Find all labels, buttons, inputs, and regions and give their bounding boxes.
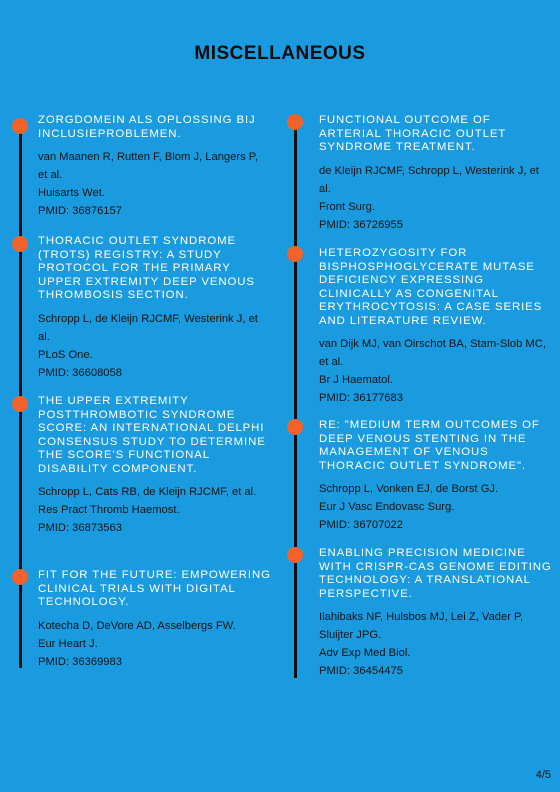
- publication-pmid[interactable]: PMID: 36707022: [319, 519, 403, 531]
- timeline-bullet: [287, 114, 303, 130]
- publication-journal: Eur Heart J.: [38, 637, 98, 650]
- publication-authors: Schropp L, de Kleijn RJCMF, Westerink J, et al.: [38, 312, 258, 343]
- publication-item: [319, 547, 553, 680]
- page-number: 4/5: [535, 769, 551, 781]
- publication-title[interactable]: FIT FOR THE FUTURE: EMPOWERING CLINICAL TRIALS WITH DIGITAL TECHNOLOGY.: [38, 569, 271, 608]
- publication-item: [38, 235, 270, 382]
- timeline-bullet: [12, 396, 28, 412]
- publication-journal: Front Surg.: [319, 200, 375, 213]
- publication-title[interactable]: FUNCTIONAL OUTCOME OF ARTERIAL THORACIC OUTLET SYNDROME TREATMENT.: [319, 114, 507, 153]
- publication-title[interactable]: RE: "MEDIUM TERM OUTCOMES OF DEEP VENOUS STENTING IN THE MANAGEMENT OF VENOUS THORACIC OUTLET SYNDROME".: [319, 419, 540, 472]
- publication-item: [38, 569, 272, 671]
- left-timeline: [19, 122, 22, 668]
- timeline-bullet: [287, 246, 303, 262]
- publication-journal: PLoS One.: [38, 348, 93, 361]
- publication-journal: Adv Exp Med Biol.: [319, 647, 411, 659]
- publication-pmid[interactable]: PMID: 36369983: [38, 655, 122, 668]
- timeline-bullet: [12, 118, 28, 134]
- publication-pmid[interactable]: PMID: 36608058: [38, 366, 122, 379]
- publication-title[interactable]: THORACIC OUTLET SYNDROME (TROTS) REGISTRY: A STUDY PROTOCOL FOR THE PRIMARY UPPER EXTREMITY DEEP VENOUS THROMBOSIS SECTION.: [38, 235, 255, 301]
- publication-authors: van Dijk MJ, van Oirschot BA, Stam-Slob MC, et al.: [319, 338, 546, 368]
- publication-item: [38, 114, 266, 220]
- publication-journal: Eur J Vasc Endovasc Surg.: [319, 501, 455, 513]
- publication-authors: van Maanen R, Rutten F, Blom J, Langers P, et al.: [38, 151, 258, 181]
- publication-title[interactable]: ENABLING PRECISION MEDICINE WITH CRISPR-CAS GENOME EDITING TECHNOLOGY: A TRANSLATIONAL PERSPECTIVE.: [319, 547, 552, 600]
- timeline-bullet: [12, 236, 28, 252]
- publication-journal: Res Pract Thromb Haemost.: [38, 504, 180, 516]
- timeline-bullet: [287, 419, 303, 435]
- timeline-bullet: [12, 569, 28, 585]
- publication-pmid[interactable]: PMID: 36177683: [319, 392, 403, 404]
- publication-journal: Br J Haematol.: [319, 374, 393, 386]
- publication-journal: Huisarts Wet.: [38, 187, 105, 199]
- publication-item: [319, 419, 553, 534]
- publication-authors: Kotecha D, DeVore AD, Asselbergs FW.: [38, 619, 236, 632]
- page-title: MISCELLANEOUS: [194, 43, 366, 64]
- publication-authors: Schropp L, Cats RB, de Kleijn RJCMF, et al.: [38, 486, 257, 498]
- publication-pmid[interactable]: PMID: 36454475: [319, 665, 403, 677]
- publication-item: [38, 395, 266, 537]
- timeline-bullet: [287, 547, 303, 563]
- publication-authors: Ilahibaks NF, Hulsbos MJ, Lei Z, Vader P, Sluijter JPG.: [319, 611, 524, 641]
- publication-authors: Schropp L, Vonken EJ, de Borst GJ.: [319, 483, 499, 495]
- publication-pmid[interactable]: PMID: 36876157: [38, 205, 122, 217]
- publication-title[interactable]: HETEROZYGOSITY FOR BISPHOSPHOGLYCERATE MUTASE DEFICIENCY EXPRESSING CLINICALLY AS CONGENITAL ERYTHROCYTOSIS: A CASE SERIES AND LITERATURE REVIEW.: [319, 247, 543, 327]
- publication-pmid[interactable]: PMID: 36726955: [319, 218, 403, 231]
- publication-title[interactable]: ZORGDOMEIN ALS OPLOSSING BIJ INCLUSIEPROBLEMEN.: [38, 114, 256, 140]
- right-timeline: [294, 118, 297, 678]
- publication-item: [319, 114, 547, 234]
- publication-title[interactable]: THE UPPER EXTREMITY POSTTHROMBOTIC SYNDROME SCORE: AN INTERNATIONAL DELPHI CONSENSUS STUDY TO DETERMINE THE SCORE'S FUNCTIONAL DISABILITY COMPONENT.: [38, 395, 266, 475]
- publication-item: [319, 247, 551, 407]
- publication-pmid[interactable]: PMID: 36873563: [38, 522, 122, 534]
- publication-authors: de Kleijn RJCMF, Schropp L, Westerink J, et al.: [319, 164, 539, 195]
